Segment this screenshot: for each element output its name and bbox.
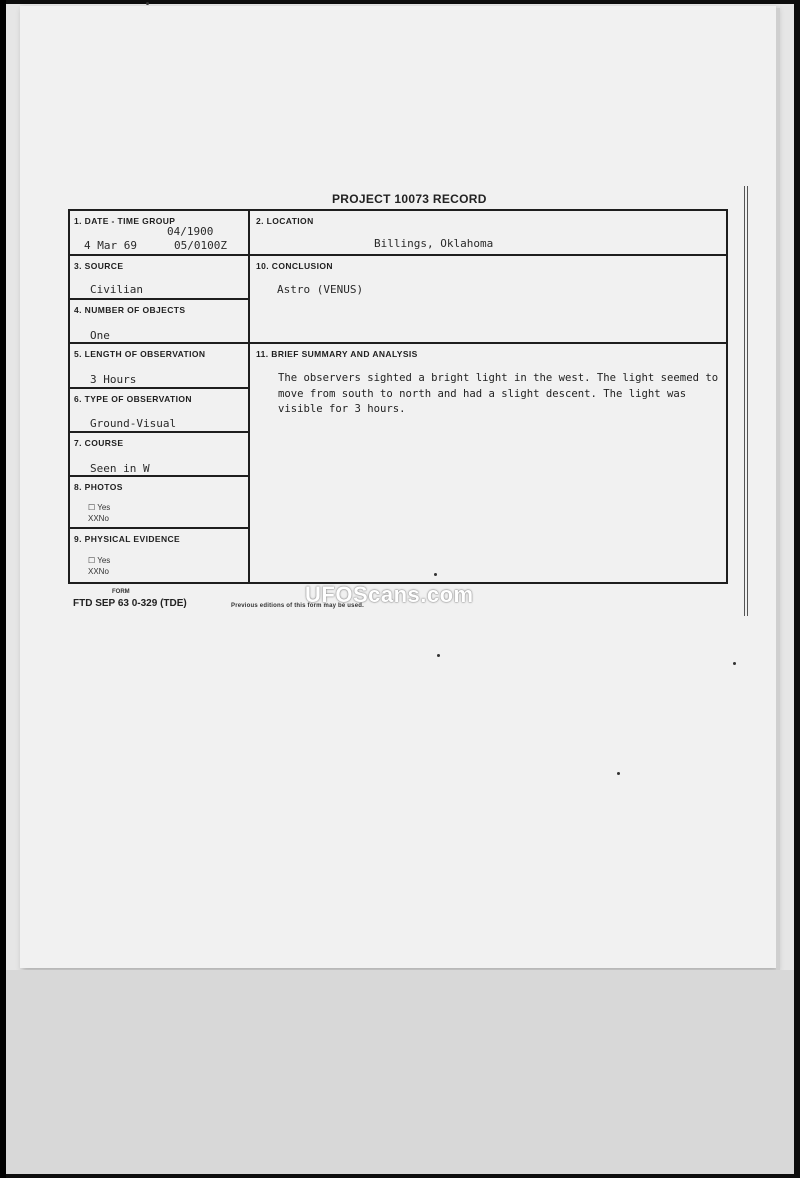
form-title: PROJECT 10073 RECORD xyxy=(332,192,487,206)
type-of-observation-value: Ground-Visual xyxy=(90,417,177,430)
scan-speck xyxy=(437,654,440,657)
photos-no-checkbox: XXNo xyxy=(88,514,109,523)
length-of-observation-value: 3 Hours xyxy=(90,373,137,386)
form-word: FORM xyxy=(112,589,130,595)
sheet-shadow xyxy=(776,8,780,970)
local-time-value: 04/1900 xyxy=(167,225,214,238)
length-of-observation-label: 5. LENGTH OF OBSERVATION xyxy=(74,349,206,359)
date-value: 4 Mar 69 xyxy=(84,239,137,252)
watermark: UFOScans.com xyxy=(305,582,474,607)
course-label: 7. COURSE xyxy=(74,438,124,448)
scan-speck xyxy=(617,772,620,775)
date-time-label: 1. DATE - TIME GROUP xyxy=(74,216,176,226)
row-divider xyxy=(70,431,248,433)
location-value: Billings, Oklahoma xyxy=(374,237,494,250)
row-divider xyxy=(70,527,248,529)
scan-speck xyxy=(434,573,437,576)
photos-label: 8. PHOTOS xyxy=(74,482,123,492)
row-divider xyxy=(70,254,726,256)
course-value: Seen in W xyxy=(90,462,150,475)
margin-rule xyxy=(744,186,745,616)
number-of-objects-value: One xyxy=(90,329,110,342)
record-form xyxy=(68,209,728,584)
source-value: Civilian xyxy=(90,283,143,296)
number-of-objects-label: 4. NUMBER OF OBJECTS xyxy=(74,305,186,315)
row-divider xyxy=(70,298,248,300)
row-divider xyxy=(70,475,248,477)
type-of-observation-label: 6. TYPE OF OBSERVATION xyxy=(74,394,192,404)
form-id: FTD SEP 63 0-329 (TDE) xyxy=(73,598,187,609)
margin-rule xyxy=(747,186,748,616)
zulu-time-value: 05/0100Z xyxy=(174,239,227,252)
summary-label: 11. BRIEF SUMMARY AND ANALYSIS xyxy=(256,349,418,359)
lower-paper-band xyxy=(6,970,794,1174)
photos-yes-checkbox: ☐ Yes xyxy=(88,503,111,512)
conclusion-value: Astro (VENUS) xyxy=(277,283,364,296)
source-label: 3. SOURCE xyxy=(74,261,124,271)
column-divider xyxy=(248,211,250,582)
row-divider xyxy=(70,342,726,344)
evidence-no-checkbox: XXNo xyxy=(88,567,109,576)
evidence-yes-checkbox: ☐ Yes xyxy=(88,556,111,565)
scan-speck xyxy=(733,662,736,665)
location-label: 2. LOCATION xyxy=(256,216,314,226)
conclusion-label: 10. CONCLUSION xyxy=(256,261,333,271)
summary-text: The observers sighted a bright light in the west. The light seemed to move from south to north and had a slight descent. The light was visible for 3 hours. xyxy=(278,372,719,415)
footer-note: Previous editions of this form may be used. xyxy=(231,603,364,609)
row-divider xyxy=(70,387,248,389)
physical-evidence-label: 9. PHYSICAL EVIDENCE xyxy=(74,534,181,544)
scan-speck xyxy=(146,2,149,5)
